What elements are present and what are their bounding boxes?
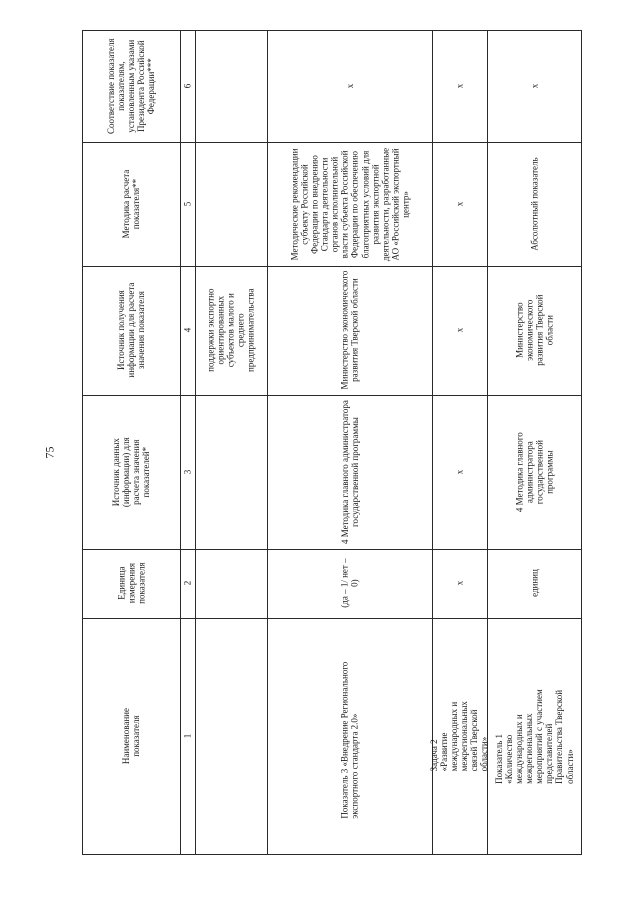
table-cell-unit xyxy=(432,549,487,618)
column-number-cell-text: 3 xyxy=(182,469,193,475)
table-cell-info-source-text: x xyxy=(454,328,465,333)
table-cell-info-source-text: Министерство экономического развития Тверской области xyxy=(514,294,555,367)
table-cell-compliance xyxy=(432,30,487,142)
table-cell-data-source xyxy=(487,395,582,549)
table-cell-info-source xyxy=(487,266,582,395)
table-cell-name xyxy=(487,618,582,855)
column-number-cell-text: 4 xyxy=(182,328,193,333)
table-cell-name xyxy=(429,618,490,855)
table-cell-data-source xyxy=(432,395,487,549)
table-cell-method xyxy=(195,142,267,266)
column-number-cell xyxy=(180,266,195,395)
table-cell-unit-text: (да – 1/ нет – 0) xyxy=(339,558,360,609)
column-number-cell xyxy=(180,618,195,855)
header-cell-text: Соответствие показателя показателям, установленным указами Президента Российской Федерации*** xyxy=(105,38,157,134)
table-cell-data-source-text: 4 Методика главного администратора государственной программы xyxy=(339,400,360,544)
header-cell-text: Единица измерения показателя xyxy=(115,562,147,605)
header-cell xyxy=(82,618,180,855)
table-cell-method xyxy=(432,142,487,266)
table-cell-method xyxy=(487,142,582,266)
header-cell xyxy=(82,549,180,618)
table-cell-info-source-text: поддержки экспортно ориентированных субъектов малого и среднего предпринимательства xyxy=(205,288,257,373)
table-cell-data-source xyxy=(195,395,267,549)
table-cell-method-text: x xyxy=(454,201,465,207)
table-cell-method-text: Методические рекомендации субъекту Российской Федерации по внедрению Стандарта деятельности органов исполнительной власти субъекта Российской Федерации по обеспечению благоприятных условий для развития экспортной деятельности, разработанные АО «Российский экспортный центр» xyxy=(289,147,410,261)
column-number-cell-text: 5 xyxy=(182,201,193,207)
table-cell-info-source-text: Министерство экономического развития Тверской области xyxy=(339,271,360,390)
table-cell-compliance-text: x xyxy=(529,83,540,89)
table-cell-compliance xyxy=(195,30,267,142)
table-cell-name-text: Показатель 3 «Внедрение Регионального экспортного стандарта 2.0» xyxy=(339,662,360,819)
table-cell-name-text: Задача 2 «Развитие международных и межрегиональных связей Тверской области» xyxy=(429,701,490,772)
table-cell-method xyxy=(267,142,432,266)
header-cell xyxy=(82,142,180,266)
table-cell-name xyxy=(195,618,267,855)
table-cell-info-source xyxy=(195,266,267,395)
table-cell-data-source-text: 4 Методика главного администратора государственной программы xyxy=(514,432,555,512)
table-cell-data-source-text: x xyxy=(454,469,465,475)
column-number-cell-text: 6 xyxy=(182,83,193,89)
header-cell xyxy=(82,395,180,549)
column-number-cell xyxy=(180,549,195,618)
table-cell-data-source xyxy=(267,395,432,549)
header-cell-text: Методика расчета показателя** xyxy=(120,169,141,239)
table-cell-name-text: Показатель 1 «Количество международных и межрегиональных мероприятий с участием представителей Правительства Тверской области» xyxy=(494,689,575,784)
header-cell xyxy=(82,266,180,395)
table-cell-method-text: Абсолютный показатель xyxy=(529,157,540,251)
table-cell-info-source xyxy=(432,266,487,395)
column-number-cell-text: 1 xyxy=(182,734,193,739)
column-number-cell xyxy=(180,142,195,266)
table-cell-compliance xyxy=(267,30,432,142)
table-cell-unit xyxy=(267,549,432,618)
page-number: 75 xyxy=(42,446,57,459)
header-cell-text: Источник получения информации для расчета значения показателя xyxy=(115,283,147,378)
column-number-cell-text: 2 xyxy=(182,581,193,586)
table-cell-info-source xyxy=(267,266,432,395)
column-number-cell xyxy=(180,30,195,142)
table-cell-name xyxy=(267,618,432,855)
column-number-cell xyxy=(180,395,195,549)
table-cell-compliance xyxy=(487,30,582,142)
header-cell xyxy=(82,30,180,142)
table-cell-unit-text: единиц xyxy=(529,569,540,598)
header-cell-text: Источник данных (информации) для расчета значения показателей* xyxy=(110,437,152,507)
table-cell-unit-text: x xyxy=(454,581,465,586)
table-cell-compliance-text: x xyxy=(344,83,355,89)
table-cell-compliance-text: x xyxy=(454,83,465,89)
table-cell-unit xyxy=(195,549,267,618)
indicator-table xyxy=(82,30,582,855)
table-cell-unit xyxy=(487,549,582,618)
header-cell-text: Наименование показателя xyxy=(120,708,141,765)
